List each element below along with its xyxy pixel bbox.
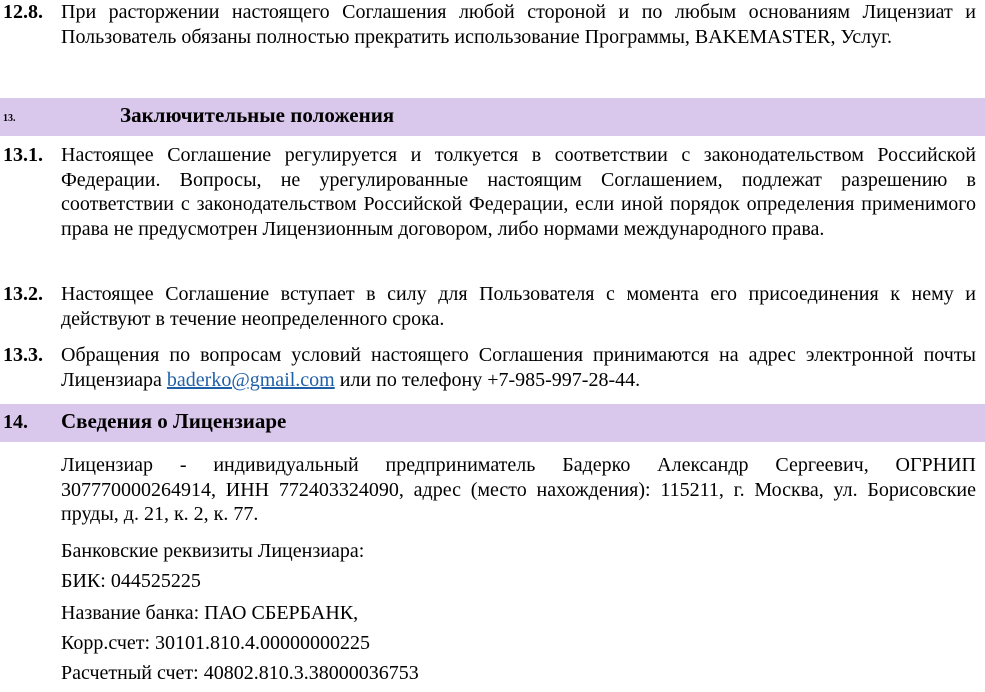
corr-account-line: Корр.счет: 30101.810.4.00000000225: [61, 632, 371, 654]
licensor-description: Лицензиар - индивидуальный предприниматель Бадерко Александр Сергеевич, ОГРНИП 307770000264914, ИНН 772403324090, адрес (место нахождения): 115211, г. Москва, ул. Борисовские пруды, д. 21, к. 2, к. 77.: [61, 454, 976, 525]
email-link[interactable]: baderko@gmail.com: [166, 368, 335, 391]
section-14-header: [0, 404, 985, 442]
clause-number: 12.8.: [3, 1, 43, 23]
clause-text: При расторжении настоящего Соглашения любой стороной и по любым основаниям Лицензиат и Пользователь обязаны полностью прекратить использование Программы, BAKEMASTER, Услуг.: [61, 1, 976, 48]
section-title: Заключительные положения: [120, 103, 395, 127]
bank-name-line: Название банка: ПАО СБЕРБАНК,: [61, 602, 359, 624]
bik-line: БИК: 044525225: [61, 570, 201, 592]
section-title: Сведения о Лицензиаре: [61, 409, 287, 433]
section-number: 13.: [3, 113, 16, 124]
settlement-account-line: Расчетный счет: 40802.810.3.38000036753: [61, 662, 419, 684]
clause-text-before: Обращения по вопросам условий настоящего Соглашения принимаются на адрес электронной почты Лицензиара: [61, 344, 976, 391]
clause-text: [61, 343, 976, 392]
section-number: 14.: [3, 411, 28, 433]
clause-text-after: или по телефону +7-985-997-28-44.: [334, 368, 641, 391]
clause-text: Настоящее Соглашение вступает в силу для Пользователя с момента его присоединения к нему и действуют в течение неопределенного срока.: [61, 283, 976, 330]
clause-number: 13.2.: [3, 283, 43, 305]
clause-number: 13.1.: [3, 144, 43, 166]
section-13-header: [0, 98, 985, 136]
clause-number: 13.3.: [3, 344, 43, 366]
clause-text: Настоящее Соглашение регулируется и толкуется в соответствии с законодательством Российской Федерации. Вопросы, не урегулированные настоящим Соглашением, подлежат разрешению в соответствии с законодательством Российской Федерации, если иной порядок определения применимого права не предусмотрен Лицензионным договором, либо нормами международного права.: [61, 144, 976, 240]
bank-details-heading: Банковские реквизиты Лицензиара:: [61, 540, 365, 562]
